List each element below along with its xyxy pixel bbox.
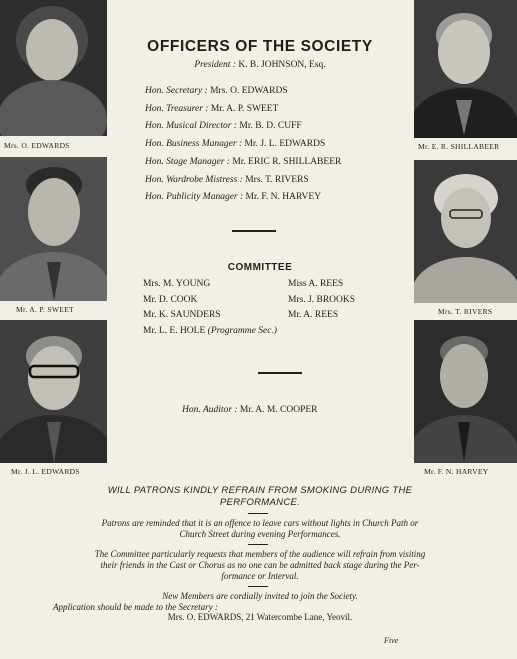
committee-member: Mr. D. COOK <box>143 294 198 305</box>
officer-row <box>145 83 341 101</box>
page-number: Five <box>384 636 399 645</box>
notice-line: Application should be made to the Secretary : <box>53 602 218 612</box>
notice-line: PERFORMANCE. <box>219 496 301 508</box>
officer-row <box>145 154 341 172</box>
page-title: OFFICERS OF THE SOCIETY <box>147 38 373 55</box>
officer-name: Mr. ERIC R. SHILLABEER <box>232 156 342 167</box>
notice-line: Patrons are reminded that it is an offence to leave cars without lights in Church Path or <box>101 518 419 528</box>
committee-member: Mrs. J. BROOKS <box>288 294 356 305</box>
secretary-address: Mrs. O. EDWARDS, 21 Watercombe Lane, Yeovil. <box>167 612 353 622</box>
notice-line: formance or Interval. <box>221 571 299 581</box>
divider <box>248 586 268 587</box>
officer-name: Mr. F. N. HARVEY <box>245 192 322 203</box>
portrait-photo-mrs-t-rivers <box>414 160 517 303</box>
officer-row <box>145 101 341 119</box>
president-name: K. B. JOHNSON, Esq. <box>238 60 326 70</box>
portrait-photo-mr-j-l-edwards <box>0 320 107 463</box>
officer-name: Mr. A. P. SWEET <box>210 103 279 114</box>
committee-member: Mr. A. REES <box>288 310 339 320</box>
caption-mr-e-r-shillabeer: Mr. E. R. SHILLABEER <box>418 142 500 151</box>
committee-heading: COMMITTEE <box>227 262 293 273</box>
officer-row <box>145 136 341 154</box>
president-line <box>110 60 410 70</box>
officer-role: Hon. Musical Director : <box>145 121 237 132</box>
cars-notice <box>45 518 475 540</box>
notice-line: Church Street during evening Performances. <box>179 529 341 539</box>
officer-name: Mr. J. L. EDWARDS <box>244 139 326 150</box>
divider <box>248 513 268 514</box>
officer-role: Hon. Stage Manager : <box>145 156 230 167</box>
portrait-photo-mr-f-n-harvey <box>414 320 517 463</box>
committee-right-column <box>288 277 355 324</box>
committee-member-note: (Programme Sec.) <box>207 325 277 336</box>
divider <box>248 544 268 545</box>
officer-name: Mrs. T. RIVERS <box>245 174 309 185</box>
committee-member-row <box>143 324 277 340</box>
officer-role: Hon. Business Manager : <box>145 139 243 150</box>
notice-line: their friends in the Cast or Chorus as no one can be admitted back stage during the Per- <box>100 560 420 570</box>
visitors-notice <box>45 549 475 582</box>
officer-role: Hon. Secretary : <box>145 86 208 96</box>
officer-name: Mrs. O. EDWARDS <box>210 86 288 96</box>
caption-mr-j-l-edwards: Mr. J. L. EDWARDS <box>11 467 80 476</box>
committee-member: Mr. L. E. HOLE <box>143 325 206 336</box>
notice-line: New Members are cordially invited to join the Society. <box>162 591 358 601</box>
committee-member: Mrs. M. YOUNG <box>143 279 211 289</box>
committee-member: Miss A. REES <box>288 279 344 289</box>
auditor-role: Hon. Auditor : <box>182 405 238 415</box>
caption-mr-f-n-harvey: Mr. F. N. HARVEY <box>424 467 489 476</box>
caption-mr-a-p-sweet: Mr. A. P. SWEET <box>16 305 74 314</box>
officer-role: Hon. Wardrobe Mistress : <box>145 174 243 185</box>
committee-left-column <box>143 277 277 339</box>
portrait-photo-mr-e-r-shillabeer <box>414 0 517 138</box>
officer-row <box>145 118 341 136</box>
divider <box>232 230 276 232</box>
officer-row <box>145 189 341 207</box>
president-role: President : <box>194 60 236 70</box>
officer-role: Hon. Publicity Manager : <box>145 192 244 203</box>
officer-role: Hon. Treasurer : <box>145 103 209 114</box>
committee-member: Mr. K. SAUNDERS <box>143 310 221 320</box>
portrait-photo-mrs-o-edwards <box>0 0 107 136</box>
auditor-name: Mr. A. M. COOPER <box>239 405 318 415</box>
smoking-notice <box>60 485 460 508</box>
caption-mrs-t-rivers: Mrs. T. RIVERS <box>438 307 493 316</box>
membership-notice <box>45 591 475 613</box>
officers-list <box>145 83 341 207</box>
notice-line: WILL PATRONS KINDLY REFRAIN FROM SMOKING DURING THE <box>107 485 413 496</box>
notice-line: The Committee particularly requests that members of the audience will refrain from visiting <box>94 549 426 559</box>
caption-mrs-o-edwards: Mrs. O. EDWARDS <box>4 141 70 150</box>
auditor-line <box>182 405 318 415</box>
divider <box>258 372 302 374</box>
portrait-photo-mr-a-p-sweet <box>0 157 107 301</box>
officer-name: Mr. B. D. CUFF <box>239 121 302 132</box>
officer-row <box>145 172 341 190</box>
